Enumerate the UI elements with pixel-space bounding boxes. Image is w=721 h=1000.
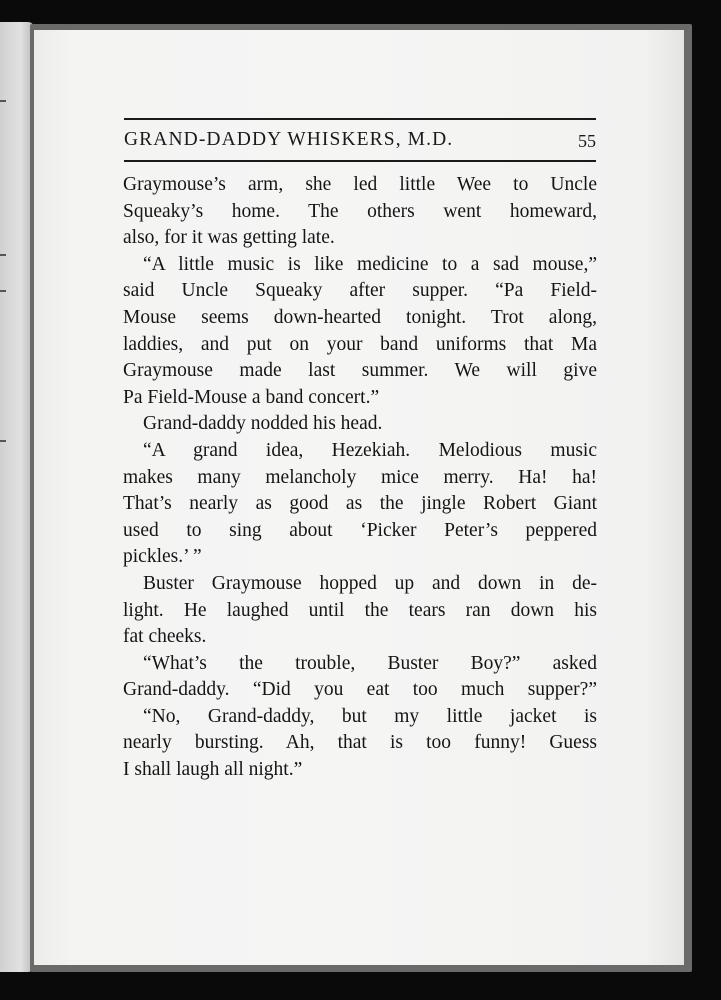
facing-page-mark bbox=[0, 254, 6, 256]
running-header bbox=[124, 123, 596, 159]
facing-page-mark bbox=[0, 290, 6, 292]
facing-page-mark bbox=[0, 440, 6, 442]
facing-page-mark bbox=[0, 100, 6, 102]
text-line: Buster Graymouse hopped up and down in de- bbox=[143, 572, 597, 594]
book-page bbox=[34, 30, 684, 965]
header-top-rule bbox=[124, 118, 596, 120]
text-line: fat cheeks. bbox=[123, 626, 207, 648]
text-line: nearly bursting. Ah, that is too funny! Guess bbox=[123, 732, 597, 754]
text-line: light. He laughed until the tears ran down his bbox=[123, 599, 597, 621]
text-line: “A little music is like medicine to a sad mouse,” bbox=[143, 253, 597, 275]
facing-page-edge bbox=[0, 22, 34, 972]
text-line: Mouse seems down-hearted tonight. Trot along, bbox=[123, 306, 597, 328]
text-line: said Uncle Squeaky after supper. “Pa Field- bbox=[123, 280, 597, 302]
text-line: “No, Grand-daddy, but my little jacket is bbox=[143, 705, 597, 727]
text-line: “What’s the trouble, Buster Boy?” asked bbox=[143, 652, 597, 674]
text-line: “A grand idea, Hezekiah. Melodious music bbox=[143, 439, 597, 461]
text-line: makes many melancholy mice merry. Ha! ha! bbox=[123, 466, 597, 488]
text-line: used to sing about ‘Picker Peter’s peppered bbox=[123, 519, 597, 541]
text-line: pickles.’ ” bbox=[123, 546, 202, 568]
text-line: also, for it was getting late. bbox=[123, 227, 335, 249]
text-line: Pa Field-Mouse a band concert.” bbox=[123, 386, 380, 408]
text-line: laddies, and put on your band uniforms that Ma bbox=[123, 333, 597, 355]
page-number: 55 bbox=[578, 131, 596, 151]
text-line: Grand-daddy nodded his head. bbox=[143, 413, 383, 435]
text-line: Squeaky’s home. The others went homeward, bbox=[123, 200, 597, 222]
text-line: That’s nearly as good as the jingle Robert Giant bbox=[123, 493, 597, 515]
body-text bbox=[123, 172, 597, 784]
text-line: I shall laugh all night.” bbox=[123, 759, 303, 781]
header-bottom-rule bbox=[124, 160, 596, 162]
text-line: Graymouse made last summer. We will give bbox=[123, 360, 597, 382]
running-title: GRAND-DADDY WHISKERS, M.D. bbox=[124, 129, 454, 150]
text-line: Graymouse’s arm, she led little Wee to Uncle bbox=[123, 174, 597, 195]
text-line: Grand-daddy. “Did you eat too much supper?” bbox=[123, 679, 597, 701]
